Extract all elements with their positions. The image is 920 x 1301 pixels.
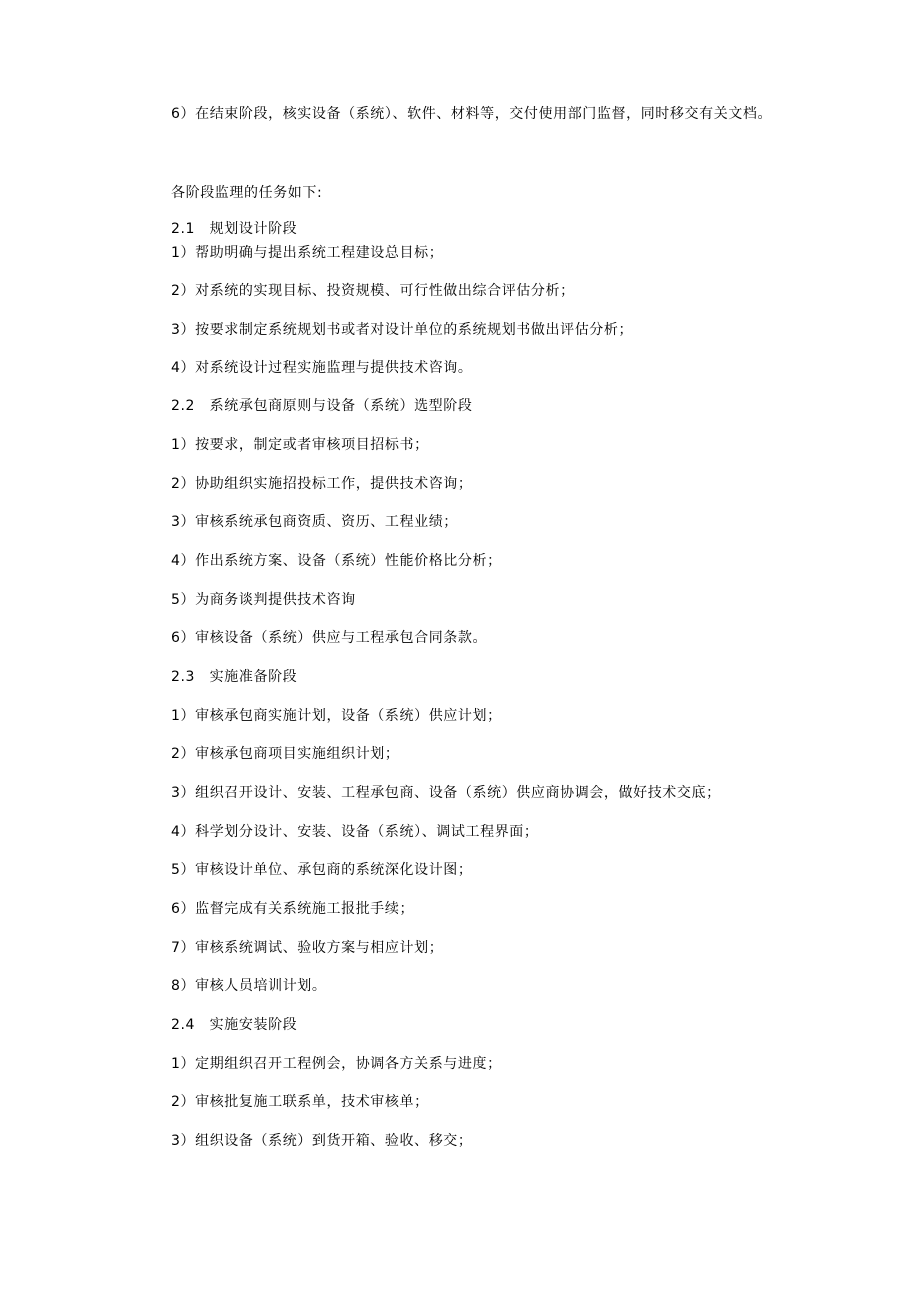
list-item: 4）对系统设计过程实施监理与提供技术咨询。	[171, 360, 473, 376]
intro-item-6: 6）在结束阶段，核实设备（系统）、软件、材料等，交付使用部门监督，同时移交有关文档。	[171, 106, 773, 122]
list-item: 6）监督完成有关系统施工报批手续；	[171, 901, 415, 917]
section-heading-2-1: 2.1 规划设计阶段	[171, 221, 298, 237]
section-heading-2-4: 2.4 实施安装阶段	[171, 1017, 298, 1033]
section-heading-2-3: 2.3 实施准备阶段	[171, 669, 298, 685]
list-item: 3）组织召开设计、安装、工程承包商、设备（系统）供应商协调会，做好技术交底；	[171, 785, 721, 801]
list-item: 2）对系统的实现目标、投资规模、可行性做出综合评估分析；	[171, 283, 575, 299]
list-item: 3）审核系统承包商资质、资历、工程业绩；	[171, 514, 458, 530]
list-item: 5）审核设计单位、承包商的系统深化设计图；	[171, 862, 473, 878]
list-item: 1）帮助明确与提出系统工程建设总目标；	[171, 245, 444, 261]
list-item: 4）作出系统方案、设备（系统）性能价格比分析；	[171, 553, 502, 569]
list-item: 3）组织设备（系统）到货开箱、验收、移交；	[171, 1133, 473, 1149]
list-item: 3）按要求制定系统规划书或者对设计单位的系统规划书做出评估分析；	[171, 322, 634, 338]
section-heading-2-2: 2.2 系统承包商原则与设备（系统）选型阶段	[171, 398, 473, 414]
list-item: 1）定期组织召开工程例会，协调各方关系与进度；	[171, 1056, 502, 1072]
list-item: 2）审核承包商项目实施组织计划；	[171, 746, 400, 762]
list-item: 2）审核批复施工联系单，技术审核单；	[171, 1094, 429, 1110]
list-item: 8）审核人员培训计划。	[171, 978, 327, 994]
list-item: 7）审核系统调试、验收方案与相应计划；	[171, 940, 444, 956]
list-item: 1）按要求，制定或者审核项目招标书；	[171, 437, 429, 453]
list-item: 2）协助组织实施招投标工作，提供技术咨询；	[171, 476, 473, 492]
tasks-heading: 各阶段监理的任务如下:	[171, 185, 323, 201]
list-item: 4）科学划分设计、安装、设备（系统）、调试工程界面；	[171, 824, 539, 840]
list-item: 5）为商务谈判提供技术咨询	[171, 592, 356, 608]
list-item: 6）审核设备（系统）供应与工程承包合同条款。	[171, 630, 488, 646]
list-item: 1）审核承包商实施计划，设备（系统）供应计划；	[171, 708, 502, 724]
